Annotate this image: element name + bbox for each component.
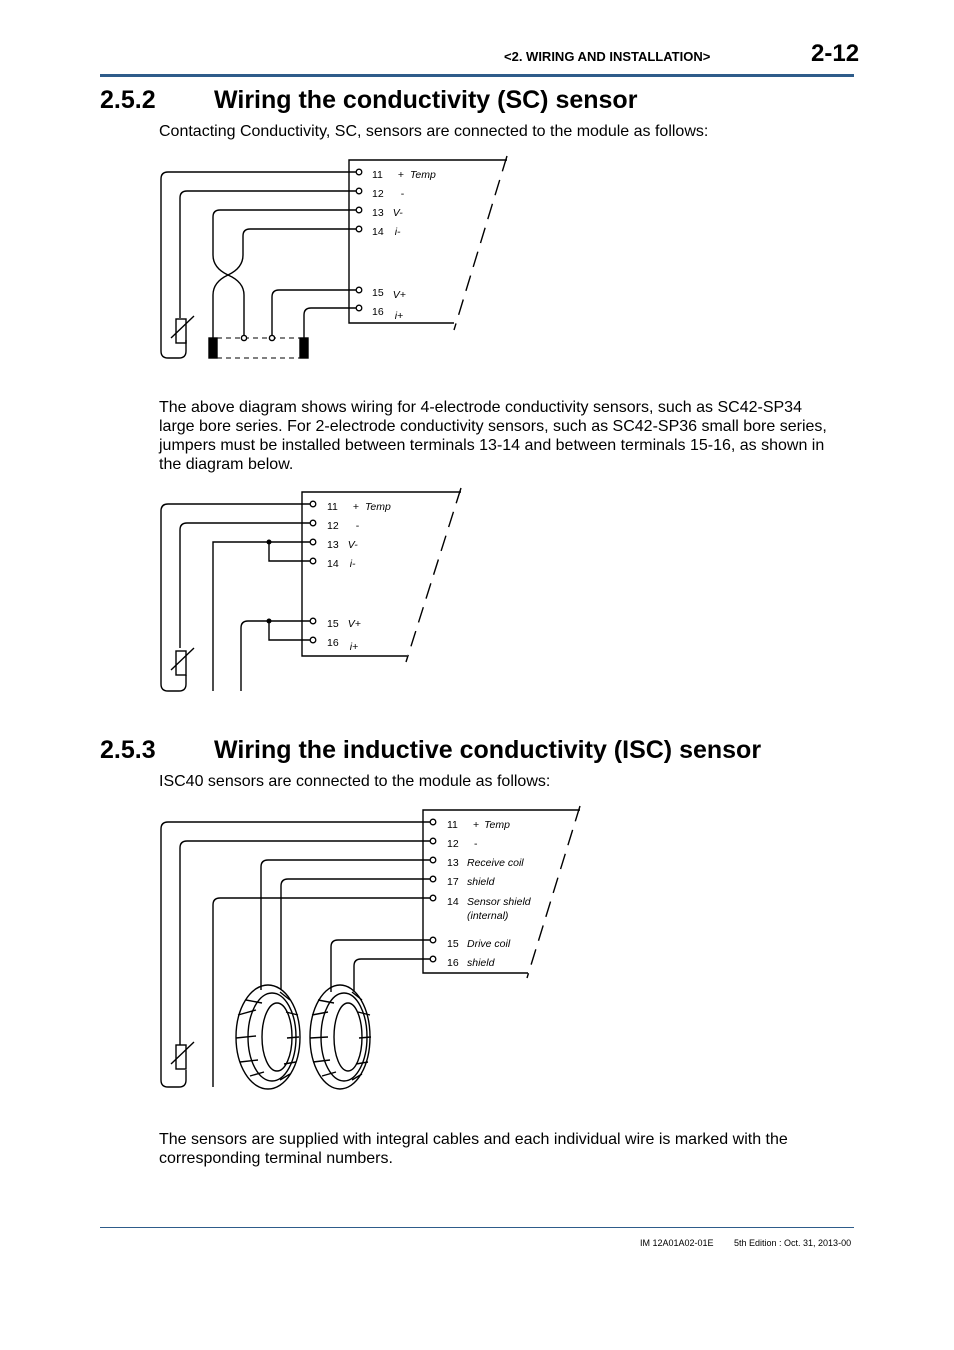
terminal-label: i- [349,558,356,570]
terminal-list-sc4 [372,166,436,322]
section-number-253: 2.5.3 [100,736,156,764]
terminal-num: 15 [372,287,384,299]
terminal-num: 11 [372,169,383,181]
terminal-num: 14 [447,896,459,908]
terminal-sign: - [400,188,405,200]
diagram-sc2 [161,488,461,691]
terminal-label: i- [394,226,401,238]
terminal-num: 13 [447,857,459,869]
terminal-num: 13 [372,207,384,219]
terminal-dots-sc2 [310,501,316,643]
body-line: jumpers must be installed between terminals 13-14 and between terminals 15-16, as shown in [159,437,825,454]
terminal-num: 15 [327,618,339,630]
body-line: large bore series. For 2-electrode conductivity sensors, such as SC42-SP36 small bore series, [159,418,827,435]
body-line: The above diagram shows wiring for 4-electrode conductivity sensors, such as SC42-SP34 [159,399,802,416]
terminal-num: 15 [447,938,459,950]
body-line: corresponding terminal numbers. [159,1150,393,1167]
terminal-num: 16 [372,306,384,318]
terminal-dots-isc [430,819,436,962]
terminal-label: Temp [409,169,436,181]
terminal-label: Receive coil [467,857,524,869]
terminal-label: shield [467,957,495,969]
terminal-label: shield [467,876,495,888]
intro-252: Contacting Conductivity, SC, sensors are connected to the module as follows: [159,123,709,140]
footer-doc-id: IM 12A01A02-01E [640,1238,714,1248]
terminal-num: 12 [327,520,339,532]
terminal-label: V- [392,207,403,219]
terminal-dots-sc4 [356,169,362,311]
terminal-sign: + [352,501,360,513]
header-section-label: <2. WIRING AND INSTALLATION> [504,49,711,64]
terminal-label: V+ [347,618,361,630]
terminal-label: Drive coil [467,938,511,950]
terminal-label: i+ [394,310,404,322]
terminal-list-sc2 [327,498,391,653]
terminal-num: 14 [327,558,339,570]
terminal-num: 11 [327,501,338,513]
terminal-label: i+ [349,641,359,653]
section-title-253: Wiring the inductive conductivity (ISC) sensor [214,736,762,764]
intro-253: ISC40 sensors are connected to the module as follows: [159,773,551,790]
terminal-sign: + [473,819,480,831]
terminal-label: Sensor shield [467,896,531,908]
terminal-sign: - [474,838,478,850]
terminal-num: 16 [327,637,339,649]
diagram-sc4 [161,156,507,358]
terminal-sign: - [355,520,360,532]
terminal-label: (internal) [467,910,509,922]
terminal-num: 16 [447,957,459,969]
footer-rule [100,1227,854,1228]
body-253 [159,1130,839,1168]
terminal-num: 12 [372,188,384,200]
section-number-252: 2.5.2 [100,86,156,114]
terminal-num: 12 [447,838,459,850]
section-title-252: Wiring the conductivity (SC) sensor [214,86,638,114]
terminal-num: 13 [327,539,339,551]
terminal-sign: + [397,169,405,181]
terminal-num: 11 [447,819,458,831]
terminal-label: Temp [484,819,510,831]
terminal-list-isc [447,816,531,973]
footer-edition: 5th Edition : Oct. 31, 2013-00 [734,1238,852,1248]
body-line: the diagram below. [159,456,294,473]
terminal-num: 17 [447,876,459,888]
body-line: The sensors are supplied with integral cables and each individual wire is marked with the [159,1131,788,1148]
terminal-label: Temp [364,501,391,513]
terminal-num: 14 [372,226,384,238]
body-252 [159,398,839,474]
page-number: 2-12 [811,40,860,67]
terminal-label: V+ [392,289,406,301]
terminal-label: V- [347,539,358,551]
